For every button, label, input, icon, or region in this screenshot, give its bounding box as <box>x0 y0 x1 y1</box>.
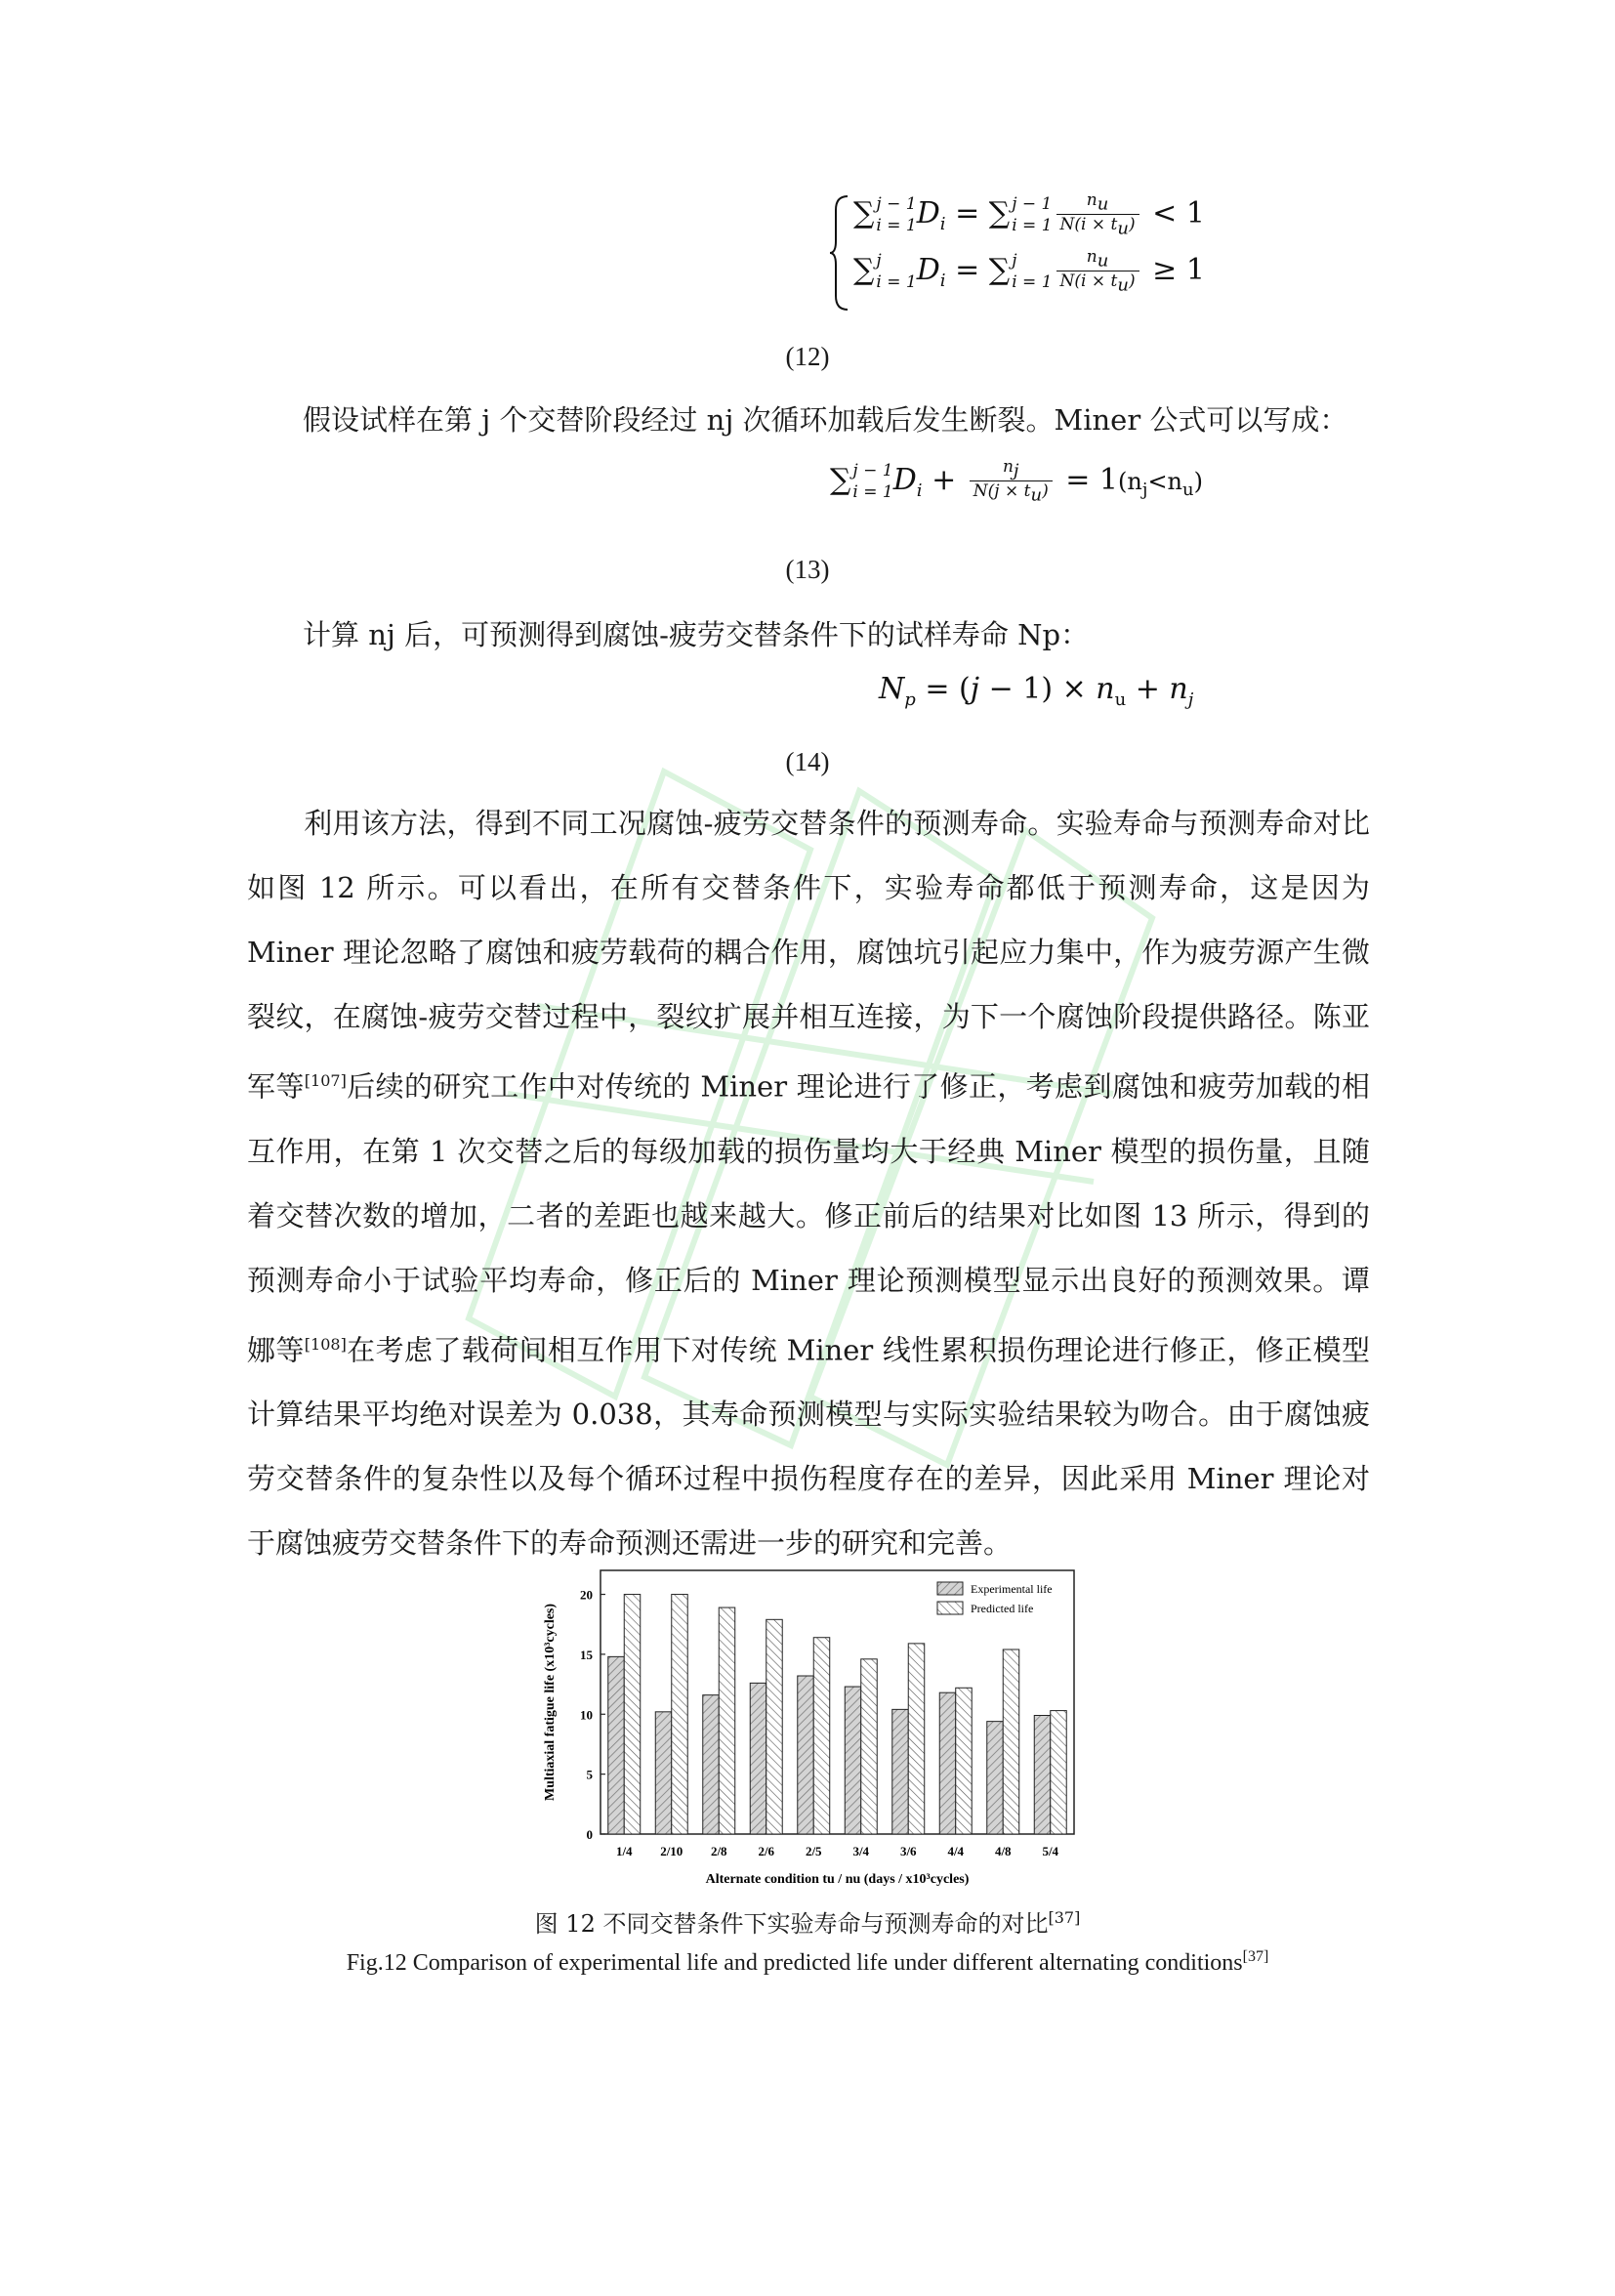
x-tick-label: 2/10 <box>660 1844 683 1858</box>
bar-predicted <box>956 1688 972 1834</box>
bar-experimental <box>703 1695 719 1834</box>
y-tick-label: 15 <box>580 1647 593 1662</box>
y-axis-label: Multiaxial fatigue life (x10³cycles) <box>543 1603 558 1802</box>
text-line-after-eq12: 假设试样在第 j 个交替阶段经过 nj 次循环加载后发生断裂。Miner 公式可以写成： <box>303 403 1348 437</box>
bar-experimental <box>798 1676 813 1834</box>
bar-experimental <box>987 1722 1003 1834</box>
chart-legend <box>937 1582 1053 1615</box>
equation-14-number: (14) <box>785 747 830 776</box>
body-paragraph <box>247 791 1370 1575</box>
equation-14: $N_p = (j - 1) \times n_u + n_j$ <box>879 672 1194 710</box>
bar-predicted <box>1051 1711 1066 1834</box>
legend-label-predicted: Predicted life <box>971 1602 1034 1615</box>
bar-predicted <box>813 1638 829 1834</box>
equation-13: ∑ j − 1 i = 1 $D_i$ + $\frac{n_j}{N(j \times t_u)}$ = $1(n_j<n_u)$ <box>830 457 1203 506</box>
bar-experimental <box>1034 1716 1050 1835</box>
bar-predicted <box>766 1619 782 1834</box>
x-tick-label: 2/6 <box>758 1844 775 1858</box>
equation-13-number: (13) <box>785 555 830 584</box>
x-tick-label: 5/4 <box>1042 1844 1059 1858</box>
bar-predicted <box>1003 1649 1018 1834</box>
paragraph-part-2: 后续的研究工作中对传统的 Miner 理论进行了修正，考虑到腐蚀和疲劳加载的相互作用，在第 1 次交替之后的每级加载的损伤量均大于经典 Miner 模型的损伤量，且随着交替次数的增加，二者的差距也越来越大。修正前后的结果对比如图 13 所示，得到的预测寿命小于试验平均寿命，修正后的 Miner 理论预测模型显示出良好的预测效果。谭娜等 <box>247 1069 1370 1367</box>
equation-12-number: (12) <box>785 342 830 371</box>
paragraph-part-3: 在考虑了载荷间相互作用下对传统 Miner 线性累积损伤理论进行修正，修正模型计算结果平均绝对误差为 0.038，其寿命预测模型与实际实验结果较为吻合。由于腐蚀疲劳交替条件的复杂性以及每个循环过程中损伤程度存在的差异，因此采用 Miner 理论对于腐蚀疲劳交替条件下的寿命预测还需进一步的研究和完善。 <box>247 1333 1370 1561</box>
bar-predicted <box>624 1595 640 1834</box>
legend-label-experimental: Experimental life <box>971 1582 1053 1596</box>
x-tick-label: 3/6 <box>899 1844 917 1858</box>
chart-bars <box>608 1595 1066 1834</box>
bar-experimental <box>845 1687 860 1834</box>
bar-predicted <box>672 1595 687 1834</box>
x-axis-label: Alternate condition tu / nu (days / x10³cycles) <box>705 1872 970 1887</box>
citation-108: [108] <box>304 1334 347 1354</box>
bar-experimental <box>750 1683 766 1834</box>
text-line-after-eq13: 计算 nj 后，可预测得到腐蚀-疲劳交替条件下的试样寿命 Np： <box>303 618 1090 651</box>
x-tick-label: 4/8 <box>994 1844 1012 1858</box>
equation-12-row1: ∑ j − 1 i = 1 $D_i$ = ∑ j − 1 i = 1 $\frac{n_u}{N(i \times t_u)}$ < 1 <box>853 190 1205 239</box>
equation-12-row2: ∑ j i = 1 $D_i$ = ∑ j i = 1 $\frac{n_u}{N(i \times t_u)}$ ≥ 1 <box>853 247 1205 296</box>
left-brace <box>828 194 849 312</box>
bar-experimental <box>608 1656 624 1834</box>
x-tick-label: 3/4 <box>852 1844 870 1858</box>
figure-caption-cn <box>0 1904 1615 1939</box>
caption-cn-text: 图 12 不同交替条件下实验寿命与预测寿命的对比 <box>534 1910 1049 1938</box>
bar-experimental <box>892 1709 908 1834</box>
paragraph-part-1: 利用该方法，得到不同工况腐蚀-疲劳交替条件的预测寿命。实验寿命与预测寿命对比如图 12 所示。可以看出，在所有交替条件下，实验寿命都低于预测寿命，这是因为 Miner 理论忽略了腐蚀和疲劳载荷的耦合作用，腐蚀坑引起应力集中，作为疲劳源产生微裂纹，在腐蚀-疲劳交替过程中，裂纹扩展并相互连接，为下一个腐蚀阶段提供路径。陈亚军等 <box>247 807 1370 1104</box>
caption-cn-ref: [37] <box>1048 1908 1081 1927</box>
caption-en-text: Fig.12 Comparison of experimental life and predicted life under different alternating conditions <box>346 1950 1243 1976</box>
bar-predicted <box>908 1644 924 1834</box>
y-tick-label: 20 <box>580 1587 593 1603</box>
citation-107: [107] <box>304 1071 347 1090</box>
bar-chart-figure-12 <box>532 1561 1089 1902</box>
caption-en-ref: [37] <box>1242 1948 1269 1965</box>
bar-experimental <box>655 1712 671 1834</box>
bar-predicted <box>861 1659 877 1834</box>
x-tick-label: 2/5 <box>805 1844 822 1858</box>
x-tick-label: 1/4 <box>615 1844 633 1858</box>
x-tick-label: 2/8 <box>710 1844 727 1858</box>
figure-caption-en <box>0 1948 1615 1977</box>
x-tick-label: 4/4 <box>947 1844 965 1858</box>
y-tick-label: 10 <box>580 1707 593 1723</box>
bar-experimental <box>939 1692 955 1834</box>
y-tick-label: 5 <box>586 1767 593 1782</box>
y-tick-label: 0 <box>586 1827 593 1842</box>
bar-predicted <box>719 1607 734 1834</box>
legend-swatch-experimental <box>937 1582 963 1595</box>
legend-swatch-predicted <box>937 1602 963 1614</box>
